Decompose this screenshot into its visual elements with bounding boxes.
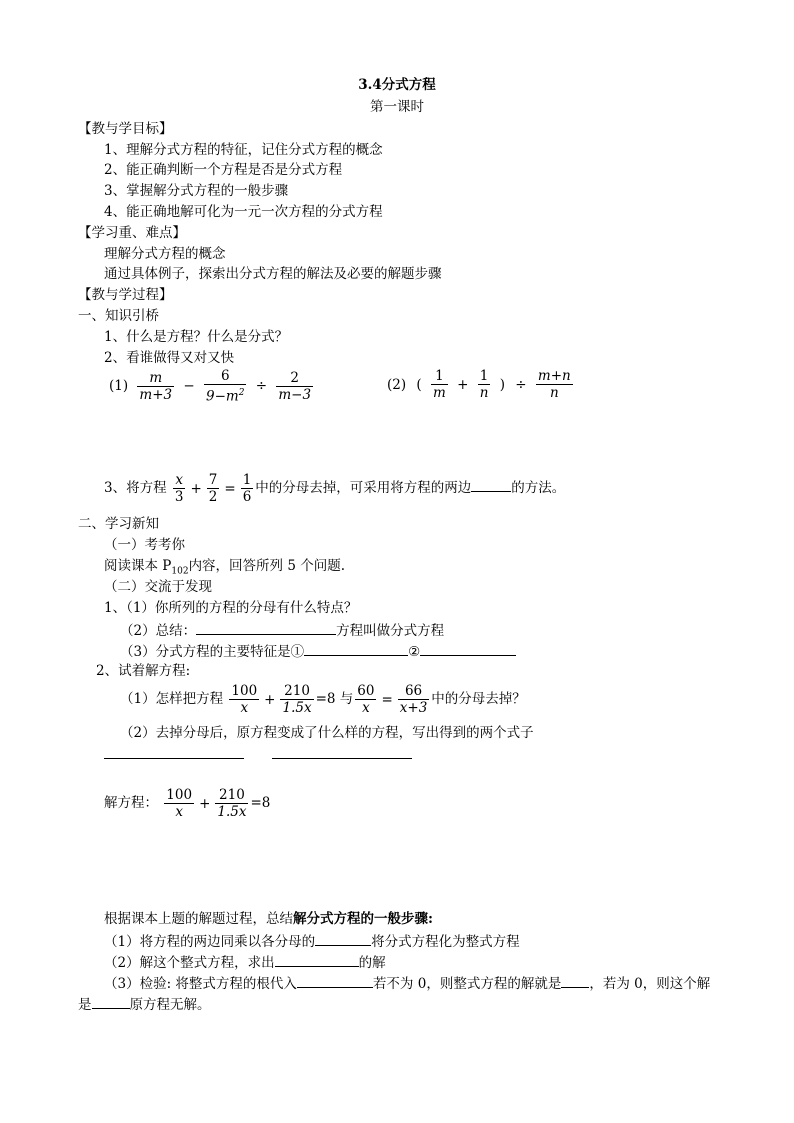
answer-blank[interactable] xyxy=(471,477,511,492)
task-question: （2）去掉分母后，原方程变成了什么样的方程，写出得到的两个式子 xyxy=(120,725,534,741)
fraction: $\frac{m+n}{n}$ xyxy=(537,368,571,401)
discussion-question: （3）分式方程的主要特征是① ② xyxy=(120,641,516,661)
summary-step: （1）将方程的两边同乘以各分母的 将分式方程化为整式方程 xyxy=(104,931,520,951)
section-heading: 二、学习新知 xyxy=(78,516,159,532)
fraction: $\frac{1}{6}$ xyxy=(242,472,252,505)
task-heading: 2、试着解方程: xyxy=(96,663,191,679)
answer-line[interactable] xyxy=(272,758,412,759)
goal-item: 4、能正确地解可化为一元一次方程的分式方程 xyxy=(104,204,383,220)
fraction: $\frac{100}{x}$ xyxy=(166,787,193,820)
exercise-1: (1) $\frac{m}{m+3}$ − $\frac{6}{9-m^2}$ ÷ $\frac{2}{m-3}$ xyxy=(106,368,315,405)
question-3: 3、将方程 $\frac{x}{3}$ + $\frac{7}{2}$ = $\frac{1}{6}$ 中的分母去掉，可采用将方程的两边 的方法。 xyxy=(104,472,566,505)
goal-item: 1、理解分式方程的特征，记住分式方程的概念 xyxy=(104,142,383,158)
fraction: $\frac{m}{m+3}$ xyxy=(139,369,173,403)
answer-line[interactable] xyxy=(104,758,244,759)
part-heading: （二）交流于发现 xyxy=(104,579,212,595)
solve-equation: 解方程： $\frac{100}{x}$ + $\frac{210}{1.5x}$ =8 xyxy=(104,787,271,820)
fraction: $\frac{6}{9-m^2}$ xyxy=(206,368,245,405)
summary-intro: 根据课本上题的解题过程，总结解分式方程的一般步骤: xyxy=(104,911,433,927)
summary-step-continued: 是 原方程无解。 xyxy=(78,994,211,1014)
fraction: $\frac{1}{n}$ xyxy=(479,368,489,401)
exercise-label: (2) xyxy=(387,376,407,393)
fraction: $\frac{x}{3}$ xyxy=(174,472,184,505)
fraction: $\frac{100}{x}$ xyxy=(231,683,258,716)
fraction: $\frac{60}{x}$ xyxy=(357,683,375,716)
exercise-label: (1) xyxy=(109,378,129,395)
fraction: $\frac{1}{m}$ xyxy=(433,368,446,401)
goals-heading: 【教与学目标】 xyxy=(78,121,173,137)
process-heading: 【教与学过程】 xyxy=(78,287,173,303)
answer-blank[interactable] xyxy=(304,641,408,656)
discussion-question: 1、（1）你所列的方程的分母有什么特点？ xyxy=(104,600,358,616)
answer-blank[interactable] xyxy=(561,973,589,988)
goal-item: 3、掌握解分式方程的一般步骤 xyxy=(104,183,289,199)
goal-item: 2、能正确判断一个方程是否是分式方程 xyxy=(104,162,343,178)
fraction: $\frac{2}{m-3}$ xyxy=(278,369,312,403)
question: 1、什么是方程？什么是分式？ xyxy=(104,329,289,345)
answer-blank[interactable] xyxy=(420,641,516,656)
page-subtitle: 第一课时 xyxy=(370,99,424,115)
section-heading: 一、知识引桥 xyxy=(78,308,159,324)
key-points-heading: 【学习重、难点】 xyxy=(78,225,186,241)
question: 2、看谁做得又对又快 xyxy=(104,350,235,366)
part-heading: （一）考考你 xyxy=(104,537,185,553)
fraction: $\frac{210}{1.5x}$ xyxy=(282,683,312,716)
answer-blank[interactable] xyxy=(92,994,130,1009)
page-title: 3.4分式方程 xyxy=(358,77,436,93)
answer-blank[interactable] xyxy=(275,952,359,967)
key-point-item: 通过具体例子，探索出分式方程的解法及必要的解题步骤 xyxy=(104,266,442,282)
answer-blank[interactable] xyxy=(196,620,336,635)
exercise-2: (2) ( $\frac{1}{m}$ + $\frac{1}{n}$ ) ÷ $\frac{m+n}{n}$ xyxy=(384,368,575,401)
fraction: $\frac{7}{2}$ xyxy=(208,472,218,505)
reading-instruction: 阅读课本 $P_{102}$内容，回答所列 5 个问题. xyxy=(104,558,346,577)
discussion-question: （2）总结： 方程叫做分式方程 xyxy=(120,620,444,640)
answer-blank[interactable] xyxy=(315,931,371,946)
answer-blank[interactable] xyxy=(297,973,373,988)
task-question: （1）怎样把方程 $\frac{100}{x}$ + $\frac{210}{1.5x}$ =8 与 $\frac{60}{x}$ = $\frac{66}{x+3}$ 中的分母去掉？ xyxy=(120,683,526,716)
fraction: $\frac{210}{1.5x}$ xyxy=(217,787,247,820)
summary-step: （2）解这个整式方程，求出 的解 xyxy=(104,952,386,972)
summary-step: （3）检验: 将整式方程的根代入 若不为 0，则整式方程的解就是 ，若为 0，则这个解 xyxy=(104,973,710,993)
fraction: $\frac{66}{x+3}$ xyxy=(399,683,428,716)
key-point-item: 理解分式方程的概念 xyxy=(104,246,226,262)
